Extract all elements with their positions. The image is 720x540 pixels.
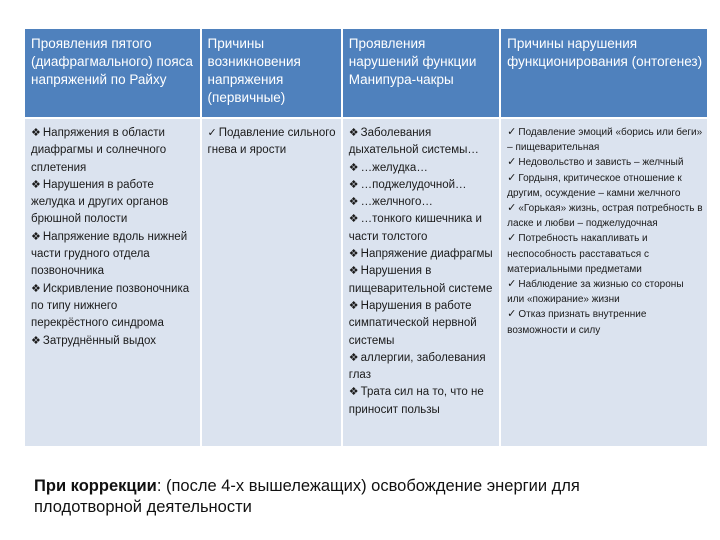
list-item-text: Подавление эмоций «борись или беги» – пищеварительная — [507, 127, 703, 154]
correction-note-text: : (после 4-х вышележащих) освобождение энергии для плодотворной деятельности — [34, 477, 580, 516]
header-ontogenesis-causes: Причины нарушения функционирования (онтогенез) — [501, 29, 707, 117]
cell-reich-manifestations — [25, 119, 200, 446]
list-item-text: Нарушения в работе желудка и других органов брюшной полости — [31, 178, 169, 226]
checkmark-icon: ✓ — [207, 127, 217, 139]
diamond-bullet-icon: ❖ — [31, 127, 41, 139]
list-item-text: …тонкого кишечника и части толстого — [348, 213, 482, 243]
diamond-bullet-icon: ❖ — [348, 161, 359, 174]
checkmark-icon: ✓ — [507, 232, 517, 245]
list-item-text: аллергии, заболевания глаз — [348, 351, 486, 382]
checkmark-icon: ✓ — [507, 171, 517, 184]
list-item-text: Искривление позвоночника по типу нижнего перекрёстного синдрома — [31, 282, 190, 330]
list-item — [31, 229, 196, 281]
diamond-bullet-icon: ❖ — [348, 178, 359, 191]
list-item — [349, 160, 495, 177]
list-item — [31, 281, 196, 333]
diamond-bullet-icon: ❖ — [348, 386, 359, 399]
list-item-text: …желудка… — [360, 161, 428, 174]
list-item — [349, 298, 495, 350]
correction-note — [34, 476, 674, 518]
table-header-row — [25, 29, 707, 117]
diamond-bullet-icon: ❖ — [348, 196, 359, 209]
list-item-text: Трата сил на то, что не приносит пользы — [348, 386, 484, 416]
diamond-bullet-icon: ❖ — [348, 265, 359, 278]
header-manipura-manifestations: Проявления нарушений функции Манипура-чакры — [343, 29, 499, 117]
diamond-bullet-icon: ❖ — [348, 351, 359, 364]
list-item-text: …желчного… — [360, 196, 433, 209]
list-item-text: Нарушения в работе симпатической нервной системы — [348, 299, 477, 347]
list-item — [349, 246, 495, 263]
list-item-text: Недовольство и зависть – желчный — [518, 157, 684, 169]
list-item — [31, 333, 196, 350]
diamond-bullet-icon: ❖ — [31, 230, 41, 243]
list-item-text: Напряжение диафрагмы — [360, 248, 493, 261]
diamond-bullet-icon: ❖ — [348, 127, 359, 139]
header-primary-causes: Причины возникновения напряжения (первичные) — [202, 29, 341, 117]
list-item — [349, 350, 495, 385]
header-reich-band: Проявления пятого (диафрагмального) пояса напряжений по Райху — [25, 29, 200, 117]
list-item-text: …поджелудочной… — [360, 178, 467, 191]
table-row — [25, 119, 707, 446]
cell-manipura-manifestations — [343, 119, 499, 446]
list-item — [349, 384, 495, 419]
list-item-text: Напряжение вдоль нижней части грудного отдела позвоночника — [31, 230, 188, 278]
list-item-text: Нарушения в пищеварительной системе — [348, 265, 493, 295]
list-item — [507, 277, 703, 307]
chakra-table — [23, 27, 709, 448]
cell-primary-causes — [202, 119, 341, 446]
list-item-text: Гордыня, критическое отношение к другим, осуждение – камни желчного — [507, 172, 682, 199]
list-item-text: Наблюдение за жизнью со стороны или «пожирание» жизни — [507, 279, 684, 306]
diamond-bullet-icon: ❖ — [31, 282, 41, 295]
list-item-text: Подавление сильного гнева и ярости — [207, 127, 336, 157]
checkmark-icon: ✓ — [507, 278, 517, 291]
diamond-bullet-icon: ❖ — [31, 178, 41, 191]
list-item — [507, 201, 703, 231]
list-item — [507, 125, 703, 155]
list-item-text: Заболевания дыхательной системы… — [348, 127, 479, 157]
list-item-text: «Горькая» жизнь, острая потребность в ласке и любви – поджелудочная — [507, 203, 703, 230]
list-item — [31, 177, 196, 229]
list-item — [349, 263, 495, 298]
diamond-bullet-icon: ❖ — [348, 299, 359, 312]
checkmark-icon: ✓ — [507, 308, 517, 321]
diamond-bullet-icon: ❖ — [31, 334, 41, 347]
checkmark-icon: ✓ — [507, 202, 517, 215]
list-item — [507, 171, 703, 201]
checkmark-icon: ✓ — [507, 126, 517, 138]
diamond-bullet-icon: ❖ — [348, 248, 359, 261]
list-item — [349, 125, 495, 160]
cell-ontogenesis-causes — [501, 119, 707, 446]
diamond-bullet-icon: ❖ — [348, 213, 359, 226]
correction-note-label: При коррекции — [34, 477, 157, 495]
checkmark-icon: ✓ — [507, 156, 517, 169]
list-item — [349, 211, 495, 246]
list-item — [208, 125, 337, 160]
list-item — [349, 194, 495, 211]
list-item — [31, 125, 196, 177]
list-item-text: Напряжения в области диафрагмы и солнечного сплетения — [31, 127, 167, 174]
list-item-text: Потребность накапливать и неспособность расставаться с материальными предметами — [507, 233, 649, 275]
list-item — [507, 231, 703, 277]
list-item — [507, 307, 703, 337]
list-item — [507, 155, 703, 170]
list-item — [349, 177, 495, 194]
list-item-text: Отказ признать внутренние возможности и силу — [507, 309, 647, 336]
list-item-text: Затруднённый выдох — [42, 334, 157, 347]
